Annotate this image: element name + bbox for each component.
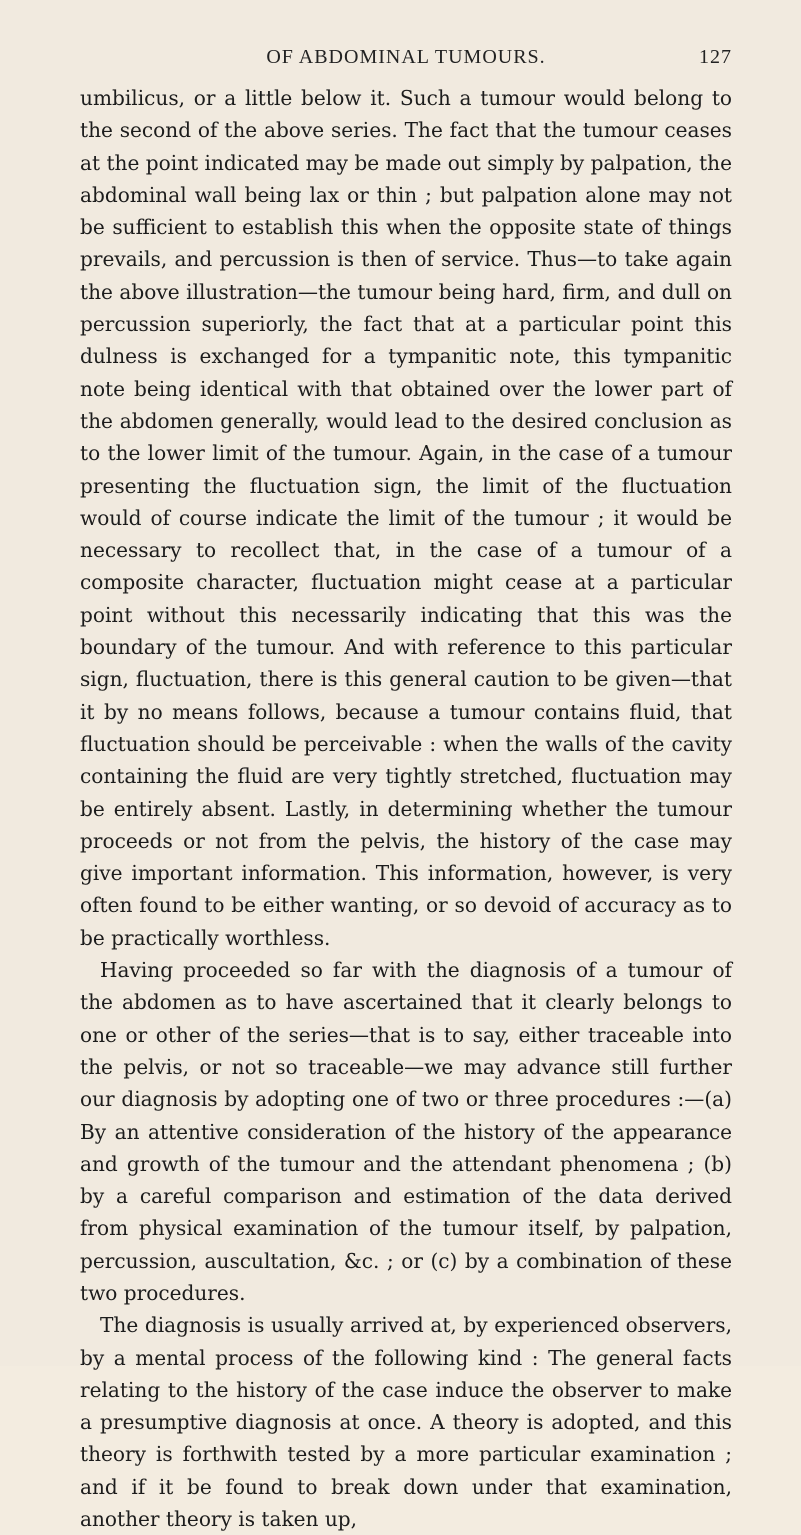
paragraph-2: Having proceeded so far with the diagnosis of a tumour of the abdomen as to have ascertained that it clearly belongs to one or other of the series—that is to say, either traceable into the pelvis, or not so traceable—we may advance still further our diagnosis by adopting one of two or three procedures :—(a) By an attentive consideration of the history of the appearance and growth of the tumour and the attendant phenomena ; (b) by a careful comparison and estimation of the data derived from physical examination of the tumour itself, by palpation, percussion, auscultation, &c. ; or (c) by a combination of these two procedures. [80,958,732,1305]
paragraph-1: umbilicus, or a little below it. Such a tumour would belong to the second of the above series. The fact that the tumour ceases at the point indicated may be made out simply by palpation, the abdominal wall being lax or thin ; but palpation alone may not be sufficient to establish this when the opposite state of things prevails, and percussion is then of service. Thus—to take again the above illustration—the tumour being hard, firm, and dull on percussion superiorly, the fact that at a particular point this dulness is exchanged for a tympanitic note, this tympanitic note being identical with that obtained over the lower part of the abdomen generally, would lead to the desired conclusion as to the lower limit of the tumour. Again, in the case of a tumour presenting the fluctuation sign, the limit of the fluctuation would of course indicate the limit of the tumour ; it would be necessary to recollect that, in the case of a tumour of a composite character, fluctuation might cease at a particular point without this necessarily indicating that this was the boundary of the tumour. And with reference to this particular sign, fluctuation, there is this general caution to be given—that it by no means follows, because a tumour contains fluid, that fluctuation should be perceivable : when the walls of the cavity containing the fluid are very tightly stretched, fluctuation may be entirely absent. Lastly, in determining whether the tumour proceeds or not from the pelvis, the history of the case may give important information. This information, however, is very often found to be either wanting, or so devoid of accuracy as to be practically worthless. [80,86,732,950]
running-head [80,46,732,76]
page-number: 127 [699,46,732,68]
paragraph-3: The diagnosis is usually arrived at, by experienced observers, by a mental process of the following kind : The general facts relating to the history of the case induce the observer to make a presumptive diagnosis at once. A theory is adopted, and this theory is forthwith tested by a more particular examination ; and if it be found to break down under that examination, another theory is taken up, [80,1313,732,1532]
body-text [80,82,732,1535]
running-title: OF ABDOMINAL TUMOURS. [266,46,546,68]
